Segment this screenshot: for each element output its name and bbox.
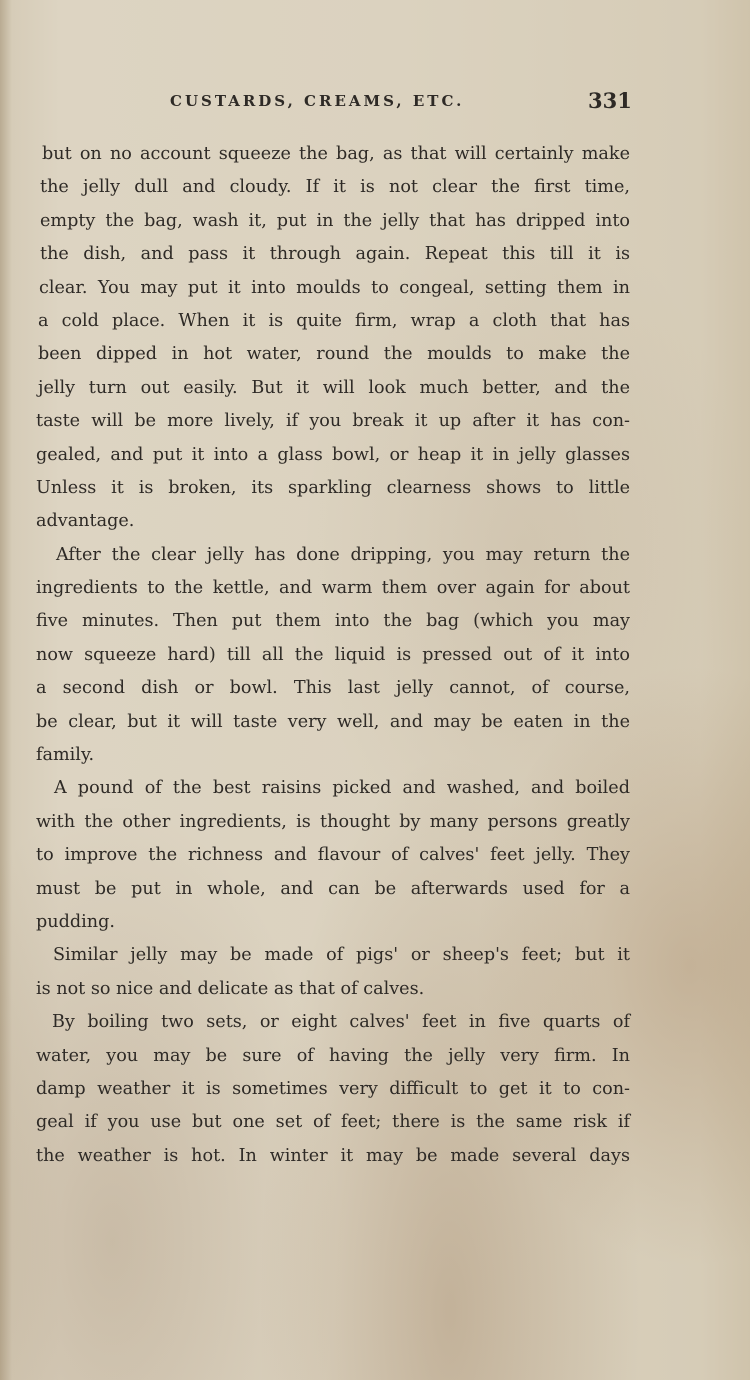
running-head: CUSTARDS, CREAMS, ETC. [170, 92, 465, 110]
text-line: Similar jelly may be made of pigs' or sheep's feet; but it [53, 945, 630, 966]
text-line: gealed, and put it into a glass bowl, or heap it in jelly glasses [36, 444, 630, 465]
text-line: is not so nice and delicate as that of calves. [36, 978, 425, 999]
text-line: five minutes. Then put them into the bag (which you may [36, 611, 630, 632]
text-line: clear. You may put it into moulds to congeal, setting them in [39, 277, 630, 298]
body-text [36, 138, 630, 1173]
text-line: After the clear jelly has done dripping, you may return the [56, 544, 630, 565]
text-line: a second dish or bowl. This last jelly cannot, of course, [36, 678, 630, 699]
text-line: damp weather it is sometimes very difficult to get it to con- [36, 1078, 630, 1099]
text-line: the weather is hot. In winter it may be made several days [36, 1145, 630, 1166]
text-line: must be put in whole, and can be afterwards used for a [36, 878, 630, 899]
text-line: A pound of the best raisins picked and washed, and boiled [54, 778, 630, 799]
text-line: taste will be more lively, if you break it up after it has con- [36, 411, 630, 432]
text-line: water, you may be sure of having the jelly very firm. In [36, 1045, 630, 1066]
text-line: be clear, but it will taste very well, and may be eaten in the [36, 711, 630, 732]
text-line: a cold place. When it is quite firm, wrap a cloth that has [38, 310, 630, 331]
text-line: family. [36, 745, 95, 766]
text-line: ingredients to the kettle, and warm them over again for about [36, 578, 630, 599]
text-line: to improve the richness and flavour of calves' feet jelly. They [36, 845, 630, 866]
text-line: now squeeze hard) till all the liquid is pressed out of it into [36, 644, 630, 665]
text-line: the dish, and pass it through again. Repeat this till it is [40, 244, 630, 265]
text-line: empty the bag, wash it, put in the jelly that has dripped into [40, 210, 630, 231]
text-line: pudding. [36, 911, 115, 932]
text-line: Unless it is broken, its sparkling clearness shows to little [36, 477, 630, 498]
text-line: By boiling two sets, or eight calves' feet in five quarts of [52, 1012, 630, 1033]
page-header [0, 88, 750, 128]
text-line: jelly turn out easily. But it will look much better, and the [38, 377, 630, 398]
text-line: been dipped in hot water, round the moulds to make the [38, 344, 630, 365]
page-number: 331 [588, 88, 632, 113]
text-line: geal if you use but one set of feet; there is the same risk if [36, 1112, 630, 1133]
text-line: the jelly dull and cloudy. If it is not clear the first time, [40, 177, 630, 198]
text-line: but on no account squeeze the bag, as that will certainly make [42, 144, 630, 164]
text-line: advantage. [36, 511, 135, 532]
text-line: with the other ingredients, is thought by many persons greatly [36, 811, 630, 832]
